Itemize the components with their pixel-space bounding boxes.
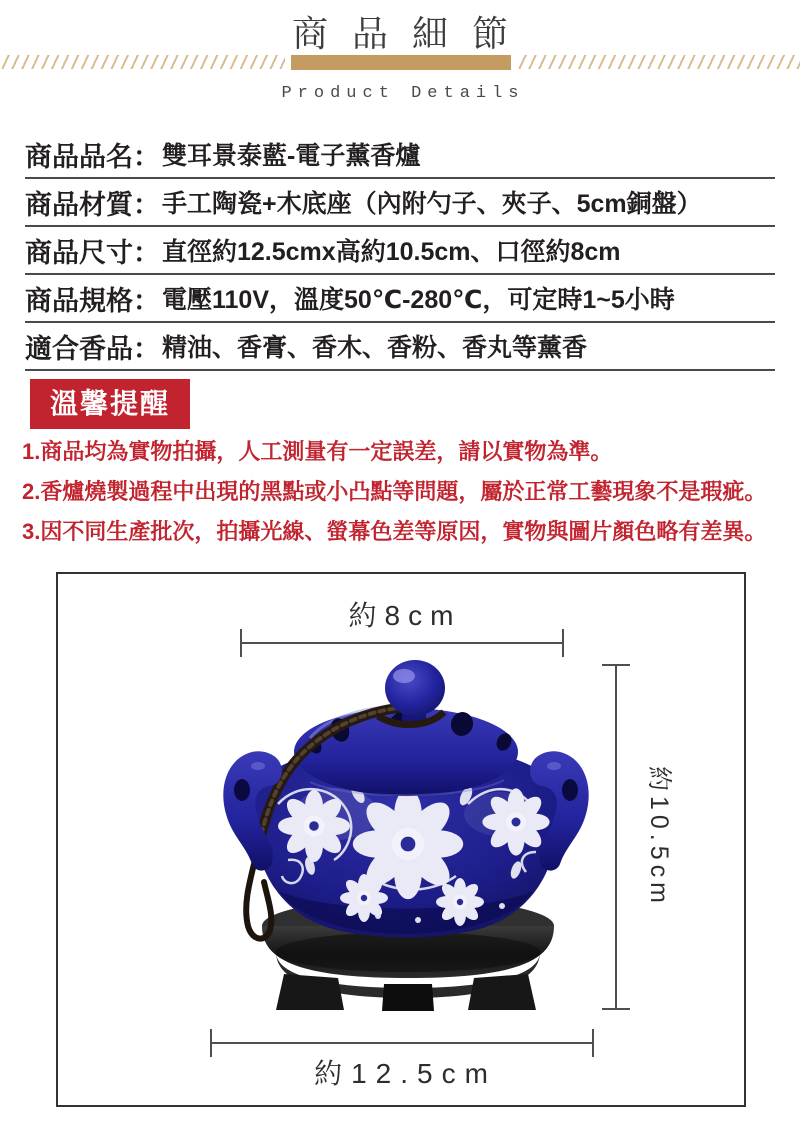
reminder-badge: 溫馨提醒: [30, 379, 190, 429]
deco-stripes-left: [0, 55, 285, 69]
row-colon: ：: [133, 333, 160, 364]
deco-stripes-right: [517, 55, 800, 69]
table-row: [25, 275, 775, 323]
row-colon: ：: [133, 189, 160, 220]
reminder-note: 1.商品均為實物拍攝，人工測量有一定誤差，請以實物為準。: [22, 439, 613, 464]
reminder-note: 2.香爐燒製過程中出現的黑點或小凸點等問題，屬於正常工藝現象不是瑕疵。: [22, 479, 767, 504]
product-info-table: [25, 131, 775, 371]
table-row: [25, 227, 775, 275]
reminder-notes: [22, 432, 798, 552]
row-label: 商品品名: [25, 141, 133, 172]
dim-diameter-label: 約12.5cm: [314, 1058, 497, 1089]
row-label: 商品材質: [25, 189, 133, 220]
table-row: [25, 179, 775, 227]
row-value: 電壓110V，溫度50℃-280℃，可定時1~5小時: [162, 286, 675, 314]
incense-burner-illustration: [218, 654, 594, 1016]
page-subtitle: Product Details: [281, 84, 525, 103]
reminder-note: 3.因不同生產批次，拍攝光線、螢幕色差等原因，實物與圖片顏色略有差異。: [22, 519, 767, 544]
table-row: [25, 323, 775, 371]
accent-bar: [291, 55, 511, 70]
dim-height-label: 約10.5cm: [645, 766, 673, 908]
dim-width-line: [240, 642, 564, 644]
table-row: [25, 131, 775, 179]
row-value: 雙耳景泰藍-電子薰香爐: [162, 142, 421, 170]
row-colon: ：: [133, 285, 160, 316]
dim-diameter-line: [210, 1042, 594, 1044]
dim-width-label: 約8cm: [348, 600, 462, 631]
row-colon: ：: [133, 237, 160, 268]
row-label: 商品規格: [25, 285, 133, 316]
row-label: 商品尺寸: [25, 237, 133, 268]
row-label: 適合香品: [25, 333, 133, 364]
dim-height-line: [615, 664, 617, 1010]
row-value: 精油、香膏、香木、香粉、香丸等薰香: [162, 334, 588, 362]
row-value: 手工陶瓷+木底座（內附勺子、夾子、5cm銅盤）: [162, 190, 702, 218]
product-figure-frame: [56, 572, 746, 1107]
page-title: 商品細節: [291, 13, 532, 54]
row-colon: ：: [133, 141, 160, 172]
row-value: 直徑約12.5cmx高約10.5cm、口徑約8cm: [162, 238, 621, 266]
